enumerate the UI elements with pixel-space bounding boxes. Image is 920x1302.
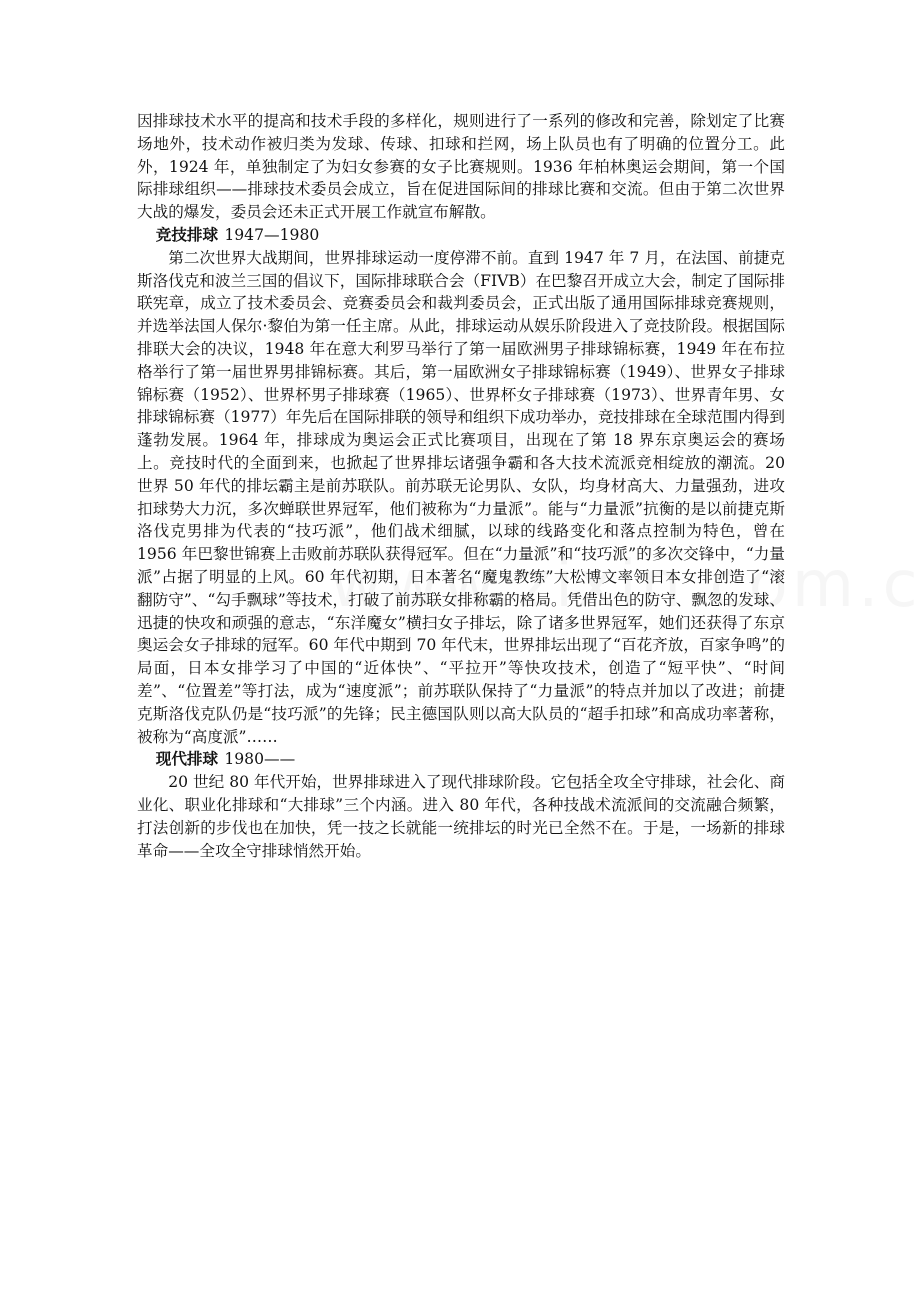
- section-heading-competitive: [137, 224, 785, 247]
- document-page: [137, 110, 785, 862]
- section-body-modern: 20 世纪 80 年代开始，世界排球进入了现代排球阶段。它包括全攻全守排球，社会化、商业化、职业化排球和“大排球”三个内涵。进入 80 年代，各种技战术流派间的交流融合频繁，打法创新的步伐也在加快，凭一技之长就能一统排坛的时光已全然不在。于是，一场新的排球革命——全攻全守排球悄然开始。: [137, 773, 785, 860]
- section-body-competitive: 第二次世界大战期间，世界排球运动一度停滞不前。直到 1947 年 7 月，在法国、前捷克斯洛伐克和波兰三国的倡议下，国际排球联合会（FIVB）在巴黎召开成立大会，制定了国际排联宪章，成立了技术委员会、竞赛委员会和裁判委员会，正式出版了通用国际排球竞赛规则，并选举法国人保尔·黎伯为第一任主席。从此，排球运动从娱乐阶段进入了竞技阶段。根据国际排联大会的决议，1948 年在意大利罗马举行了第一届欧洲男子排球锦标赛，1949 年在布拉格举行了第一届世界男排锦标赛。其后，第一届欧洲女子排球锦标赛（1949）、世界女子排球锦标赛（1952）、世界杯男子排球赛（1965）、世界杯女子排球赛（1973）、世界青年男、女排球锦标赛（1977）年先后在国际排联的领导和组织下成功举办，竞技排球在全球范围内得到蓬勃发展。1964 年，排球成为奥运会正式比赛项目，出现在了第 18 界东京奥运会的赛场上。竞技时代的全面到来，也掀起了世界排坛诸强争霸和各大技术流派竞相绽放的潮流。20 世界 50 年代的排坛霸主是前苏联队。前苏联无论男队、女队，均身材高大、力量强劲，进攻扣球势大力沉，多次蝉联世界冠军，他们被称为“力量派”。能与“力量派”抗衡的是以前捷克斯洛伐克男排为代表的“技巧派”，他们战术细腻，以球的线路变化和落点控制为特色，曾在 1956 年巴黎世锦赛上击败前苏联队获得冠军。但在“力量派”和“技巧派”的多次交锋中，“力量派”占据了明显的上风。60 年代初期，日本著名“魔鬼教练”大松博文率领日本女排创造了“滚翻防守”、“勾手飘球”等技术，打破了前苏联女排称霸的格局。凭借出色的防守、飘忽的发球、迅捷的快攻和顽强的意志，“东洋魔女”横扫女子排坛，除了诸多世界冠军，她们还获得了东京奥运会女子排球的冠军。60 年代中期到 70 年代末，世界排坛出现了“百花齐放，百家争鸣”的局面，日本女排学习了中国的“近体快”、“平拉开”等快攻技术，创造了“短平快”、“时间差”、“位置差”等打法，成为“速度派”；前苏联队保持了“力量派”的特点并加以了改进；前捷克斯洛伐克队仍是“技巧派”的先锋；民主德国队则以高大队员的“超手扣球”和高成功率著称，被称为“高度派”……: [137, 248, 785, 746]
- section-title: 现代排球: [155, 749, 219, 769]
- section-years: 1947—1980: [224, 225, 320, 244]
- intro-paragraph: 因排球技术水平的提高和技术手段的多样化，规则进行了一系列的修改和完善，除划定了比赛场地外，技术动作被归类为发球、传球、扣球和拦网，场上队员也有了明确的位置分工。此外，1924 年，单独制定了为妇女参赛的女子比赛规则。1936 年柏林奥运会期间，第一个国际排球组织——排球技术委员会成立，旨在促进国际间的排球比赛和交流。但由于第二次世界大战的爆发，委员会还未正式开展工作就宣布解散。: [137, 112, 785, 222]
- section-years: 1980——: [224, 750, 296, 769]
- section-heading-modern: [137, 748, 785, 771]
- section-title: 竞技排球: [155, 224, 219, 244]
